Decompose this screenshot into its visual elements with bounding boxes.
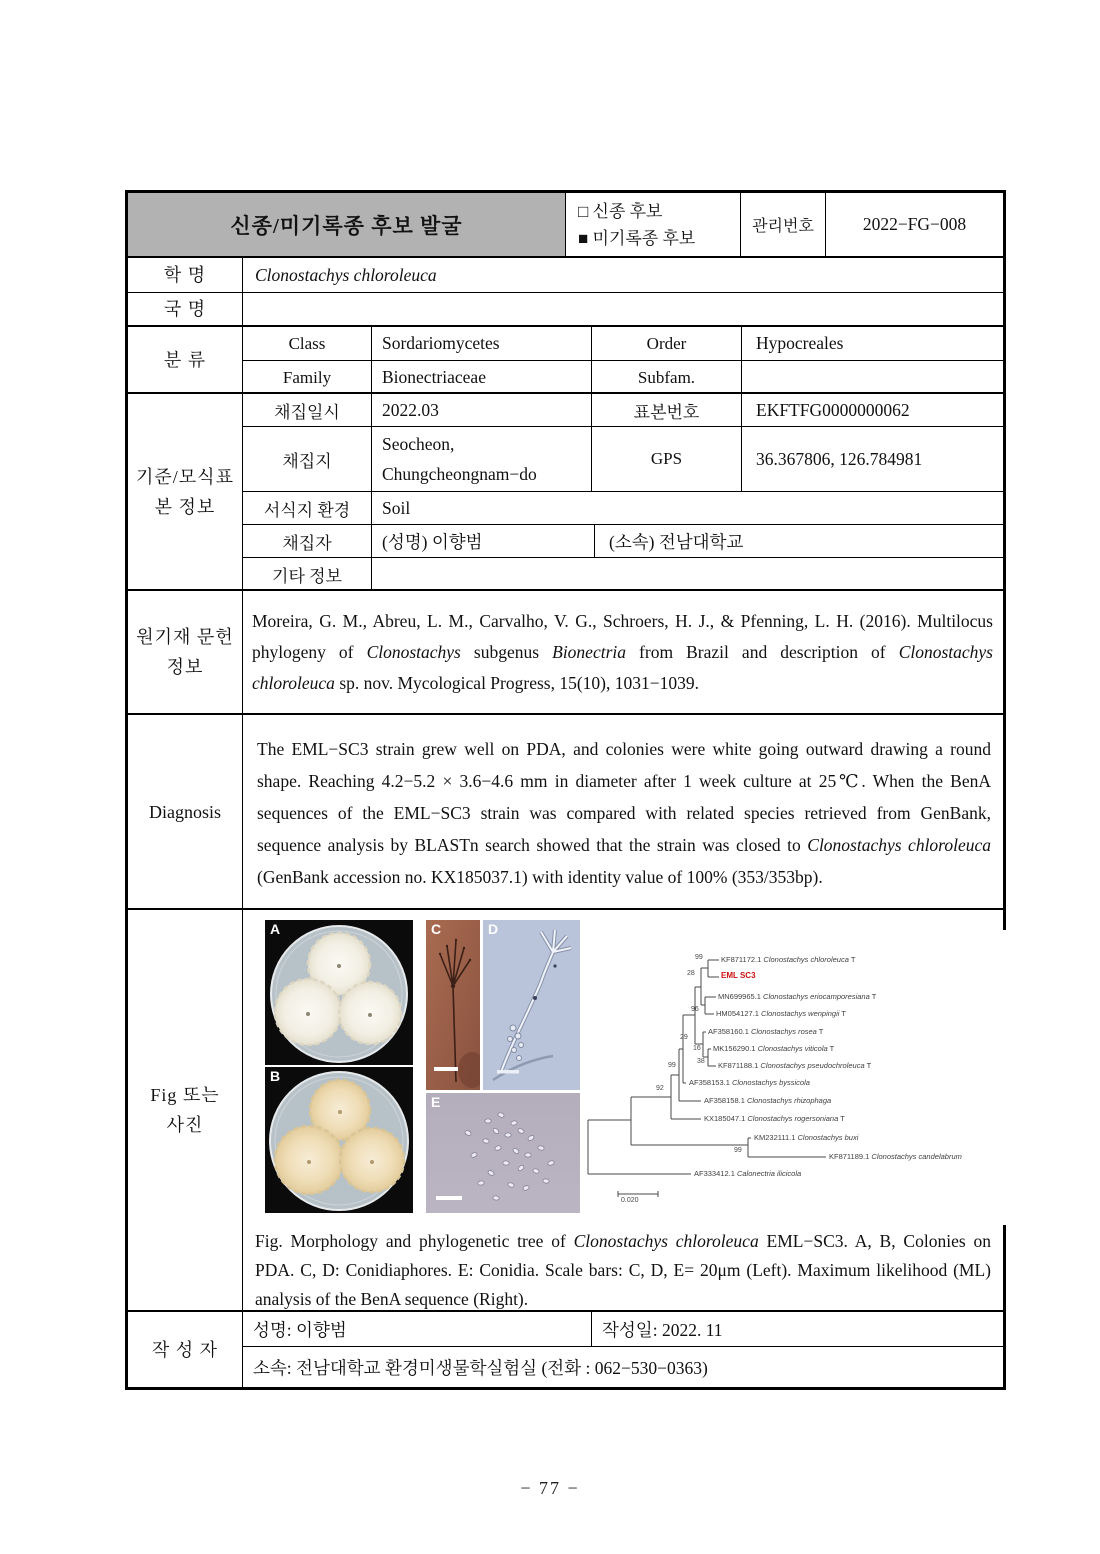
conidia-e-image bbox=[426, 1093, 580, 1213]
tree-taxon-label: AF358160.1 Clonostachys rosea T bbox=[708, 1027, 824, 1036]
tree-taxon-label: MK156290.1 Clonostachys viticola T bbox=[713, 1044, 835, 1053]
order-label: Order bbox=[592, 327, 742, 360]
tree-taxon-label: AF333412.1 Calonectria ilicicola bbox=[694, 1169, 802, 1178]
literature-section bbox=[128, 591, 1003, 715]
order-value: Hypocreales bbox=[756, 333, 844, 353]
class-value: Sordariomycetes bbox=[372, 327, 592, 360]
bootstrap-value: 38 bbox=[697, 1058, 705, 1065]
literature-text: Moreira, G. M., Abreu, L. M., Carvalho, V. G., Schroers, H. J., & Pfenning, L. H. (2016). Multilocus phylogeny of Clonostachys subgenus Bionectria from Brazil and description of Clonostachys chloroleuca sp. nov. Mycological Progress, 15(10), 1031−1039. bbox=[252, 610, 993, 693]
specimen-number-label: 표본번호 bbox=[592, 394, 742, 426]
figure-image-area bbox=[243, 910, 1003, 1222]
page-number: − 77 − bbox=[520, 1478, 580, 1498]
author-name: 성명: 이향범 bbox=[243, 1312, 592, 1346]
tree-taxon-label: KF871188.1 Clonostachys pseudochroleuca T bbox=[718, 1061, 872, 1070]
tree-scale-label: 0.020 bbox=[621, 1197, 639, 1204]
specimen-section-label: 기준/모식표 본 정보 bbox=[128, 394, 243, 589]
literature-label: 원기재 문헌 정보 bbox=[128, 591, 243, 713]
taxonomy-label: 분 류 bbox=[128, 327, 243, 392]
scale-bar-c bbox=[434, 1067, 458, 1071]
phylogenetic-tree bbox=[583, 930, 1008, 1225]
petri-dish-a-image bbox=[265, 920, 413, 1065]
panel-c-label: C bbox=[431, 921, 442, 937]
tree-taxon-label: AF358158.1 Clonostachys rhizophaga bbox=[704, 1096, 832, 1105]
panel-c-conidiophore bbox=[426, 920, 480, 1090]
tree-taxon-label: HM054127.1 Clonostachys wenpingii T bbox=[716, 1009, 846, 1018]
author-row-1 bbox=[243, 1312, 1003, 1347]
tree-taxon-label: AF358153.1 Clonostachys byssicola bbox=[689, 1078, 810, 1087]
collection-date-row bbox=[243, 394, 1003, 427]
diagnosis-section bbox=[128, 715, 1003, 910]
korean-name-value bbox=[243, 293, 1003, 325]
conidiophore-c-image bbox=[426, 920, 480, 1090]
diagnosis-text: The EML−SC3 strain grew well on PDA, and colonies were white going outward drawing a round shape. Reaching 4.2−5.2 × 3.6−4.6 mm in diameter after 1 week culture at 25℃. When the BenA sequences of the EML−SC3 strain was compared with related species retrieved from GenBank, sequence analysis by BLASTn search showed that the strain was closed to Clonostachys chloroleuca (GenBank accession no. KX185037.1) with identity value of 100% (353/353bp). bbox=[257, 738, 991, 887]
korean-name-label: 국 명 bbox=[128, 293, 243, 325]
diagnosis-label: Diagnosis bbox=[128, 715, 243, 908]
figure-label: Fig 또는 사진 bbox=[128, 910, 243, 1310]
collection-site-row bbox=[243, 427, 1003, 492]
panel-b-colonies-cream bbox=[265, 1067, 413, 1213]
subfamily-value bbox=[742, 361, 1003, 394]
header-row bbox=[128, 193, 1003, 258]
conidiophore-d-image bbox=[483, 920, 580, 1090]
figure-caption: Fig. Morphology and phylogenetic tree of Clonostachys chloroleuca EML−SC3. A, B, Colonies on PDA. C, D: Conidiaphores. E: Conidia. Scale bars: C, D, E= 20μm (Left). Maximum likelihood (ML) analysis of the BenA sequence (Right). bbox=[255, 1231, 991, 1309]
panel-d-conidiophore bbox=[483, 920, 580, 1090]
tree-taxon-label: MN699965.1 Clonostachys eriocamporesiana T bbox=[718, 992, 877, 1001]
panel-a-colonies-white bbox=[265, 920, 413, 1065]
author-label: 작 성 자 bbox=[128, 1312, 243, 1387]
petri-dish-b-image bbox=[265, 1067, 413, 1213]
scientific-name-value: Clonostachys chloroleuca bbox=[255, 264, 437, 285]
panel-e-label: E bbox=[431, 1094, 441, 1110]
habitat-label: 서식지 환경 bbox=[243, 492, 372, 524]
gps-label: GPS bbox=[592, 427, 742, 491]
family-label: Family bbox=[243, 361, 372, 394]
form-title: 신종/미기록종 후보 발굴 bbox=[128, 193, 566, 256]
literature-text-cell bbox=[243, 591, 1003, 713]
taxonomy-row-2 bbox=[243, 361, 1003, 394]
taxonomy-row-1 bbox=[243, 327, 1003, 361]
etc-info-label: 기타 정보 bbox=[243, 558, 372, 591]
bootstrap-value: 99 bbox=[734, 1147, 742, 1154]
scientific-name-row bbox=[128, 258, 1003, 293]
etc-info-value bbox=[372, 558, 1003, 591]
gps-value: 36.367806, 126.784981 bbox=[756, 448, 923, 469]
class-label: Class bbox=[243, 327, 372, 360]
panel-d-label: D bbox=[488, 921, 499, 937]
collection-site-label: 채집지 bbox=[243, 427, 372, 491]
figure-section bbox=[128, 910, 1003, 1312]
bootstrap-value: 28 bbox=[687, 970, 695, 977]
bootstrap-value: 99 bbox=[695, 954, 703, 961]
panel-e-conidia bbox=[426, 1093, 580, 1213]
scientific-name-label: 학 명 bbox=[128, 258, 243, 292]
collector-label: 채집자 bbox=[243, 525, 372, 557]
candidate-type-cell bbox=[566, 193, 741, 256]
habitat-row bbox=[243, 492, 1003, 525]
author-affiliation: 소속: 전남대학교 환경미생물학실험실 (전화 : 062−530−0363) bbox=[253, 1357, 708, 1378]
author-date: 작성일: 2022. 11 bbox=[602, 1319, 723, 1340]
collector-affiliation: (소속) 전남대학교 bbox=[609, 531, 744, 552]
bootstrap-value: 96 bbox=[691, 1006, 699, 1013]
checkbox-new-species: □ 신종 후보 bbox=[578, 201, 663, 221]
etc-info-row bbox=[243, 558, 1003, 591]
panel-b-label: B bbox=[270, 1068, 281, 1084]
tree-taxon-label: KF871172.1 Clonostachys chloroleuca T bbox=[721, 955, 856, 964]
collector-row bbox=[243, 525, 1003, 558]
habitat-value: Soil bbox=[382, 497, 411, 518]
specimen-section bbox=[128, 394, 1003, 591]
bootstrap-value: 99 bbox=[668, 1062, 676, 1069]
collection-date-label: 채집일시 bbox=[243, 394, 372, 426]
tree-taxon-label: KF871189.1 Clonostachys candelabrum bbox=[829, 1152, 962, 1161]
tree-taxon-label: KM232111.1 Clonostachys buxi bbox=[754, 1133, 859, 1142]
bootstrap-value: 29 bbox=[680, 1034, 688, 1041]
bootstrap-value: 16 bbox=[693, 1045, 701, 1052]
tree-taxon-label-eml-sc3: EML SC3 bbox=[721, 971, 756, 980]
subfamily-label: Subfam. bbox=[592, 361, 742, 394]
author-section bbox=[128, 1312, 1003, 1387]
taxonomy-section bbox=[128, 327, 1003, 394]
specimen-number-value: EKFTFG0000000062 bbox=[756, 399, 910, 420]
bootstrap-value: 92 bbox=[656, 1085, 664, 1092]
collector-name: (성명) 이향범 bbox=[372, 525, 595, 557]
tree-taxon-label: KX185047.1 Clonostachys rogersoniana T bbox=[704, 1114, 845, 1123]
family-value: Bionectriaceae bbox=[372, 361, 592, 394]
checkbox-unrecorded-species: ■ 미기록종 후보 bbox=[578, 228, 696, 248]
collection-site-value: Seocheon, Chungcheongnam−do bbox=[372, 427, 592, 491]
management-number-label: 관리번호 bbox=[741, 193, 826, 256]
management-number-value: 2022−FG−008 bbox=[862, 214, 967, 234]
author-row-2 bbox=[243, 1347, 1003, 1387]
scale-bar-d bbox=[497, 1070, 519, 1074]
diagnosis-text-cell bbox=[243, 715, 1003, 908]
collection-date-value: 2022.03 bbox=[372, 394, 592, 426]
panel-a-label: A bbox=[270, 921, 281, 937]
species-record-form bbox=[125, 190, 1006, 1390]
scale-bar-e bbox=[436, 1196, 462, 1200]
korean-name-row bbox=[128, 293, 1003, 327]
